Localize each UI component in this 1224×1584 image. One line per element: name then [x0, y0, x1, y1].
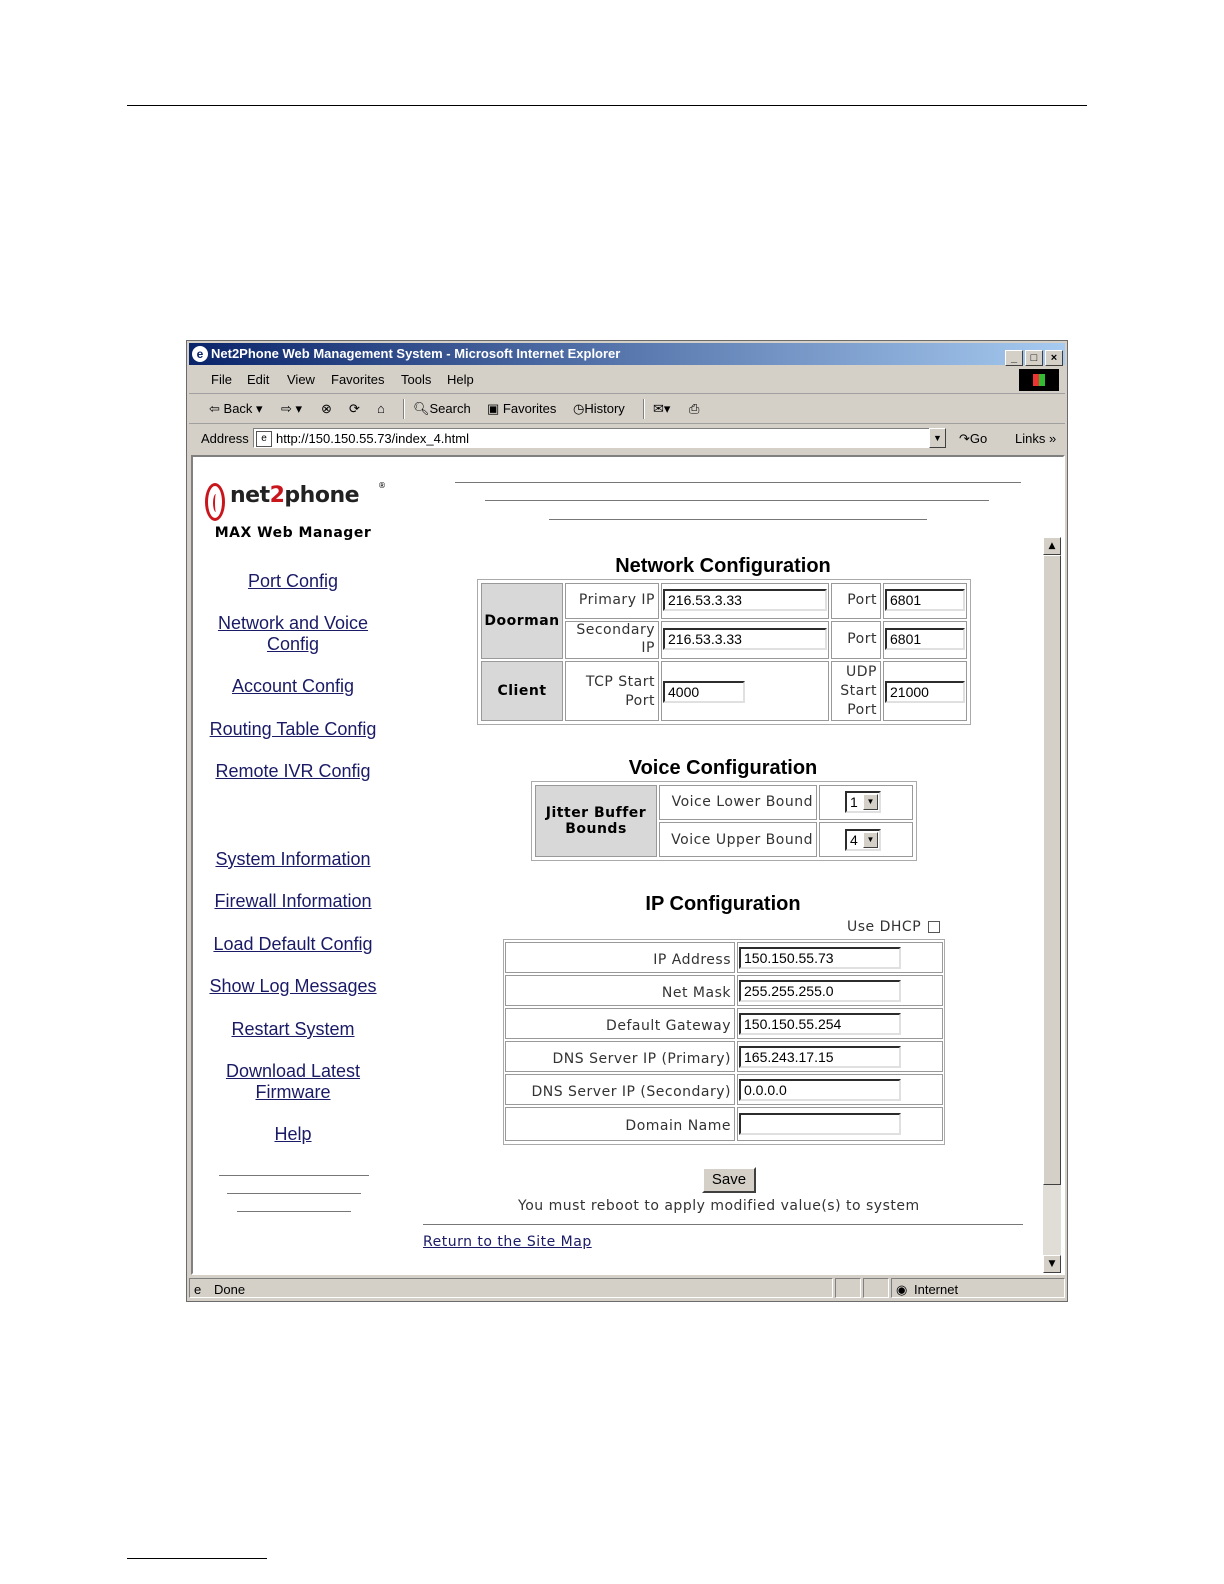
search-label: Search [429, 401, 471, 416]
use-dhcp-checkbox[interactable] [928, 921, 940, 933]
tcp-start-label-2: Port [625, 693, 655, 709]
status-bar [189, 1277, 1065, 1299]
print-icon[interactable]: ⎙ [689, 401, 700, 416]
search-button[interactable] [413, 401, 471, 417]
header-divider [549, 519, 927, 520]
voice-config-title: Voice Configuration [628, 757, 818, 779]
default-gateway-label: Default Gateway [606, 1018, 731, 1034]
menu-favorites[interactable]: Favorites [331, 372, 385, 387]
footer-divider [423, 1224, 1023, 1225]
history-icon: ◷ [573, 401, 585, 416]
favorites-icon: ▣ [487, 401, 500, 416]
menu-help[interactable]: Help [447, 372, 474, 387]
links-label: Links [1015, 431, 1046, 446]
globe-icon: ◉ [896, 1282, 908, 1297]
sidebar-divider [227, 1193, 361, 1194]
address-label: Address [201, 431, 249, 446]
search-icon: 🔍︎ [413, 401, 430, 416]
chevron-down-icon: ▼ [863, 832, 878, 848]
default-gateway-input[interactable]: 150.150.55.254 [739, 1013, 901, 1035]
nav-routing-table-config[interactable]: Routing Table Config [209, 719, 377, 739]
history-button[interactable] [573, 401, 625, 417]
udp-start-label-3: Port [847, 702, 877, 718]
secondary-ip-label-2: IP [641, 640, 655, 656]
links-button[interactable]: Links » [1015, 431, 1057, 446]
favorites-button[interactable] [487, 401, 556, 417]
network-config-title: Network Configuration [615, 555, 831, 577]
scroll-up-icon[interactable]: ▲ [1043, 537, 1061, 555]
doorman-header: Doorman [481, 583, 563, 659]
refresh-icon[interactable]: ⟳ [349, 401, 360, 416]
tcp-start-port-input[interactable]: 4000 [663, 681, 745, 703]
nav-download-firmware-2[interactable]: Firmware [255, 1082, 331, 1102]
back-label: Back [223, 401, 253, 416]
go-button[interactable] [959, 431, 987, 447]
page-rule-bottom [127, 1558, 267, 1559]
dns-primary-input[interactable]: 165.243.17.15 [739, 1046, 901, 1068]
ip-address-input[interactable]: 150.150.55.73 [739, 947, 901, 969]
udp-start-label-1: UDP [846, 664, 877, 680]
home-icon[interactable]: ⌂ [377, 401, 385, 416]
voice-upper-bound-select[interactable] [845, 829, 881, 851]
dns-secondary-label: DNS Server IP (Secondary) [531, 1084, 731, 1100]
page-icon: e [256, 431, 272, 447]
logo-swoosh-icon [205, 483, 225, 521]
stop-icon[interactable]: ⊗ [321, 401, 332, 416]
voice-lower-bound-label: Voice Lower Bound [671, 794, 813, 810]
primary-ip-input[interactable]: 216.53.3.33 [663, 589, 827, 611]
logo-text-2: 2 [269, 483, 285, 508]
address-bar [189, 425, 1065, 453]
jitter-buffer-header [535, 785, 657, 857]
dns-primary-label: DNS Server IP (Primary) [552, 1051, 731, 1067]
logo-text-phone: phone [284, 483, 360, 508]
title-bar [189, 343, 1065, 365]
maximize-button[interactable]: □ [1025, 350, 1043, 366]
nav-remote-ivr-config[interactable]: Remote IVR Config [215, 761, 371, 781]
favorites-label: Favorites [502, 401, 557, 416]
menu-bar [189, 367, 1065, 394]
nav-network-voice-config-1[interactable]: Network and Voice [217, 613, 369, 633]
browser-window [186, 340, 1068, 1302]
domain-name-input[interactable] [739, 1113, 901, 1135]
nav-account-config[interactable]: Account Config [231, 676, 355, 696]
page-rule-top [127, 105, 1087, 106]
toolbar [189, 395, 1065, 424]
dns-secondary-input[interactable]: 0.0.0.0 [739, 1079, 901, 1101]
primary-port-label: Port [847, 592, 877, 608]
logo-text-net: net [230, 483, 270, 508]
menu-edit[interactable]: Edit [247, 372, 270, 387]
ip-address-label: IP Address [653, 952, 731, 968]
nav-download-firmware-1[interactable]: Download Latest [225, 1061, 361, 1081]
ie-icon: e [192, 346, 208, 362]
go-arrow-icon: ↷ [959, 431, 970, 446]
upper-bound-value: 4 [850, 832, 858, 848]
nav-restart-system[interactable]: Restart System [231, 1019, 355, 1039]
secondary-port-input[interactable]: 6801 [885, 628, 965, 650]
tcp-start-label-1: TCP Start [585, 674, 655, 690]
primary-port-input[interactable]: 6801 [885, 589, 965, 611]
menu-view[interactable]: View [287, 372, 315, 387]
close-button[interactable]: × [1045, 350, 1063, 366]
nav-load-default-config[interactable]: Load Default Config [213, 934, 373, 954]
sidebar-divider [237, 1211, 351, 1212]
lower-bound-value: 1 [850, 794, 858, 810]
address-url: http://150.150.55.73/index_4.html [276, 431, 469, 446]
window-title: Net2Phone Web Management System - Microsoft Internet Explorer [211, 346, 621, 361]
address-input[interactable] [253, 428, 946, 448]
forward-arrow-icon: ⇨ [281, 401, 292, 416]
net-mask-input[interactable]: 255.255.255.0 [739, 980, 901, 1002]
nav-system-information[interactable]: System Information [215, 849, 371, 869]
client-header: Client [481, 661, 563, 721]
return-site-map-link[interactable]: Return to the Site Map [423, 1234, 592, 1250]
nav-show-log-messages[interactable]: Show Log Messages [209, 976, 377, 996]
mail-icon[interactable]: ✉▾ [653, 401, 671, 416]
net-mask-label: Net Mask [661, 985, 731, 1001]
status-page-icon: e [194, 1282, 202, 1297]
back-button[interactable]: ⇦ Back ▾ [209, 401, 263, 416]
ip-config-title: IP Configuration [645, 893, 801, 915]
app-subtitle: MAX Web Manager [214, 525, 372, 541]
voice-lower-bound-select[interactable] [845, 791, 881, 813]
history-label: History [584, 401, 625, 416]
nav-network-voice-config-2[interactable]: Config [266, 634, 320, 654]
voice-upper-bound-label: Voice Upper Bound [671, 832, 813, 848]
save-button[interactable]: Save [702, 1167, 756, 1193]
address-dropdown-icon[interactable]: ▼ [929, 428, 946, 448]
windows-logo-icon [1019, 369, 1059, 391]
status-pane-blank [863, 1278, 889, 1298]
status-pane-main [189, 1278, 833, 1298]
scroll-down-icon[interactable]: ▼ [1043, 1255, 1061, 1273]
page-content [191, 455, 1065, 1275]
nav-port-config[interactable]: Port Config [247, 571, 339, 591]
jitter-buffer-label-1: Jitter Buffer [545, 805, 647, 821]
nav-help[interactable]: Help [274, 1124, 312, 1144]
udp-start-port-input[interactable]: 21000 [885, 681, 965, 703]
zone-text: Internet [914, 1282, 959, 1297]
menu-tools[interactable]: Tools [401, 372, 432, 387]
status-pane-blank [835, 1278, 861, 1298]
status-text: Done [214, 1282, 246, 1297]
forward-button[interactable]: ⇨ ▾ [281, 401, 303, 416]
scroll-thumb[interactable] [1043, 555, 1061, 1185]
use-dhcp-label: Use DHCP [847, 919, 922, 935]
domain-name-label: Domain Name [625, 1118, 731, 1134]
status-pane-zone [891, 1278, 1065, 1298]
secondary-port-label: Port [847, 631, 877, 647]
registered-mark: ® [378, 481, 386, 490]
sidebar-divider [219, 1175, 369, 1176]
net2phone-logo [205, 479, 386, 529]
vertical-scrollbar[interactable] [1043, 537, 1061, 1273]
jitter-buffer-label-2: Bounds [565, 821, 627, 837]
secondary-ip-input[interactable]: 216.53.3.33 [663, 628, 827, 650]
tcp-label-cell [565, 661, 659, 721]
header-divider [485, 500, 989, 501]
minimize-button[interactable]: _ [1005, 350, 1023, 366]
back-arrow-icon: ⇦ [209, 401, 220, 416]
chevron-down-icon: ▼ [863, 794, 878, 810]
udp-start-label-2: Start [840, 683, 877, 699]
go-label: Go [969, 431, 988, 446]
primary-ip-label: Primary IP [578, 592, 655, 608]
header-divider [455, 482, 1021, 483]
reboot-note: You must reboot to apply modified value(s) to system [518, 1198, 920, 1214]
menu-file[interactable]: File [211, 372, 232, 387]
secondary-ip-label-1: Secondary [576, 622, 655, 638]
nav-firewall-information[interactable]: Firewall Information [214, 891, 372, 911]
